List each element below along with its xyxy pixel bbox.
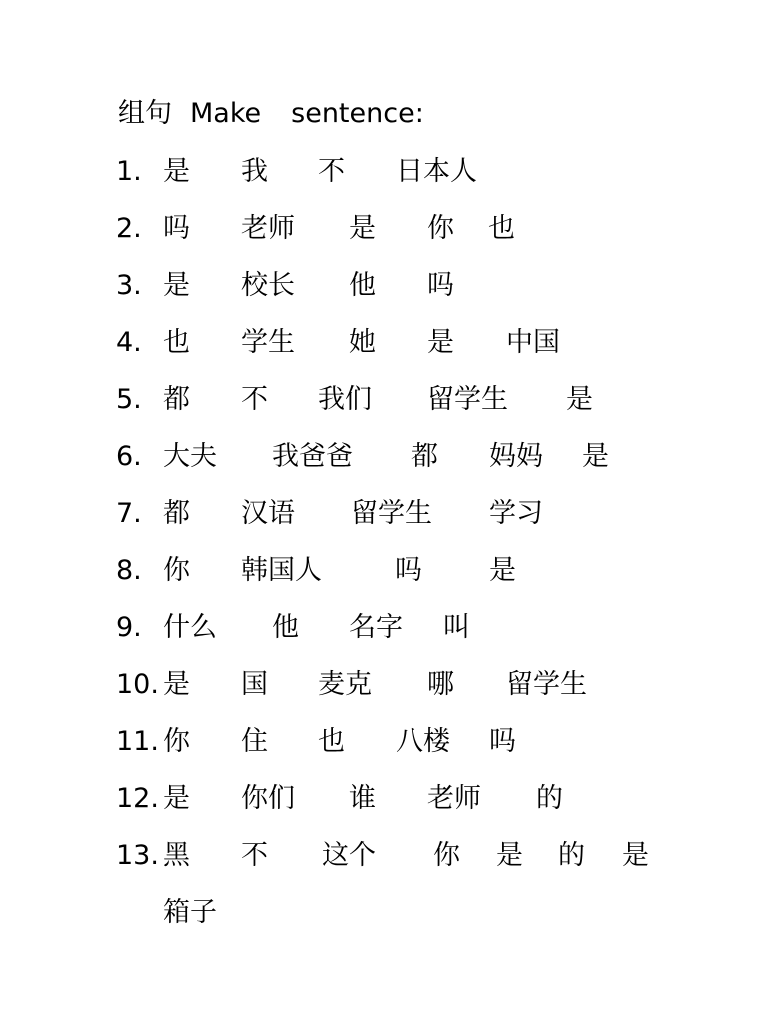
word-token: 他 <box>349 270 376 301</box>
word-token: 是 <box>427 327 454 358</box>
sentence-item <box>0 722 768 762</box>
item-number: 6. <box>116 441 142 472</box>
word-token: 不 <box>318 156 345 187</box>
word-token: 是 <box>496 840 523 871</box>
sentence-item-continuation <box>0 893 768 933</box>
word-token: 国 <box>241 669 268 700</box>
word-token: 麦克 <box>318 669 372 700</box>
word-token: 韩国人 <box>241 555 322 586</box>
word-token: 留学生 <box>351 498 432 529</box>
title-english-make: Make <box>190 98 262 129</box>
word-token: 哪 <box>427 669 454 700</box>
sentence-item <box>0 380 768 420</box>
word-token: 是 <box>566 384 593 415</box>
item-number: 7. <box>116 498 142 529</box>
word-token: 我们 <box>318 384 372 415</box>
sentence-item <box>0 665 768 705</box>
word-token: 谁 <box>349 783 376 814</box>
word-token: 的 <box>536 783 563 814</box>
word-token: 什么 <box>163 612 217 643</box>
item-number: 5. <box>116 384 142 415</box>
exercise-title <box>118 96 424 132</box>
word-token: 是 <box>489 555 516 586</box>
word-token: 是 <box>582 441 609 472</box>
item-number: 10. <box>116 669 159 700</box>
word-token: 吗 <box>427 270 454 301</box>
sentence-item <box>0 323 768 363</box>
word-token: 吗 <box>163 213 190 244</box>
word-token: 都 <box>411 441 438 472</box>
word-token: 都 <box>163 384 190 415</box>
word-token: 吗 <box>489 726 516 757</box>
word-token: 也 <box>488 213 515 244</box>
word-token: 箱子 <box>163 897 217 928</box>
word-token: 他 <box>272 612 299 643</box>
item-number: 13. <box>116 840 159 871</box>
sentence-item <box>0 494 768 534</box>
word-token: 汉语 <box>241 498 295 529</box>
word-token: 学习 <box>489 498 543 529</box>
item-number: 4. <box>116 327 142 358</box>
word-token: 吗 <box>395 555 422 586</box>
title-english-sentence: sentence: <box>291 98 424 129</box>
word-token: 是 <box>163 270 190 301</box>
word-token: 中国 <box>506 327 560 358</box>
word-token: 大夫 <box>163 441 217 472</box>
sentence-item <box>0 551 768 591</box>
word-token: 不 <box>241 384 268 415</box>
sentence-item <box>0 266 768 306</box>
word-token: 你们 <box>241 783 295 814</box>
item-number: 11. <box>116 726 159 757</box>
word-token: 学生 <box>241 327 295 358</box>
word-token: 你 <box>427 213 454 244</box>
word-token: 是 <box>622 840 649 871</box>
word-token: 也 <box>318 726 345 757</box>
word-token: 校长 <box>241 270 295 301</box>
sentence-item <box>0 779 768 819</box>
word-token: 都 <box>163 498 190 529</box>
word-token: 是 <box>163 156 190 187</box>
item-number: 1. <box>116 156 142 187</box>
word-token: 日本人 <box>396 156 477 187</box>
word-token: 黑 <box>163 840 190 871</box>
word-token: 她 <box>349 327 376 358</box>
word-token: 不 <box>241 840 268 871</box>
item-number: 12. <box>116 783 159 814</box>
item-number: 8. <box>116 555 142 586</box>
item-number: 9. <box>116 612 142 643</box>
word-token: 老师 <box>427 783 481 814</box>
word-token: 你 <box>163 726 190 757</box>
title-chinese: 组句 <box>118 98 172 129</box>
word-token: 八楼 <box>396 726 450 757</box>
sentence-item <box>0 437 768 477</box>
word-token: 老师 <box>241 213 295 244</box>
sentence-item <box>0 608 768 648</box>
item-number: 3. <box>116 270 142 301</box>
word-token: 叫 <box>443 612 470 643</box>
word-token: 这个 <box>322 840 376 871</box>
word-token: 妈妈 <box>489 441 543 472</box>
word-token: 留学生 <box>506 669 587 700</box>
word-token: 你 <box>163 555 190 586</box>
word-token: 的 <box>558 840 585 871</box>
word-token: 也 <box>163 327 190 358</box>
word-token: 是 <box>163 669 190 700</box>
word-token: 名字 <box>349 612 403 643</box>
word-token: 你 <box>433 840 460 871</box>
word-token: 是 <box>349 213 376 244</box>
sentence-item <box>0 152 768 192</box>
item-number: 2. <box>116 213 142 244</box>
word-token: 住 <box>241 726 268 757</box>
word-token: 我 <box>241 156 268 187</box>
sentence-item <box>0 209 768 249</box>
word-token: 是 <box>163 783 190 814</box>
sentence-item <box>0 836 768 876</box>
word-token: 留学生 <box>427 384 508 415</box>
word-token: 我爸爸 <box>272 441 353 472</box>
